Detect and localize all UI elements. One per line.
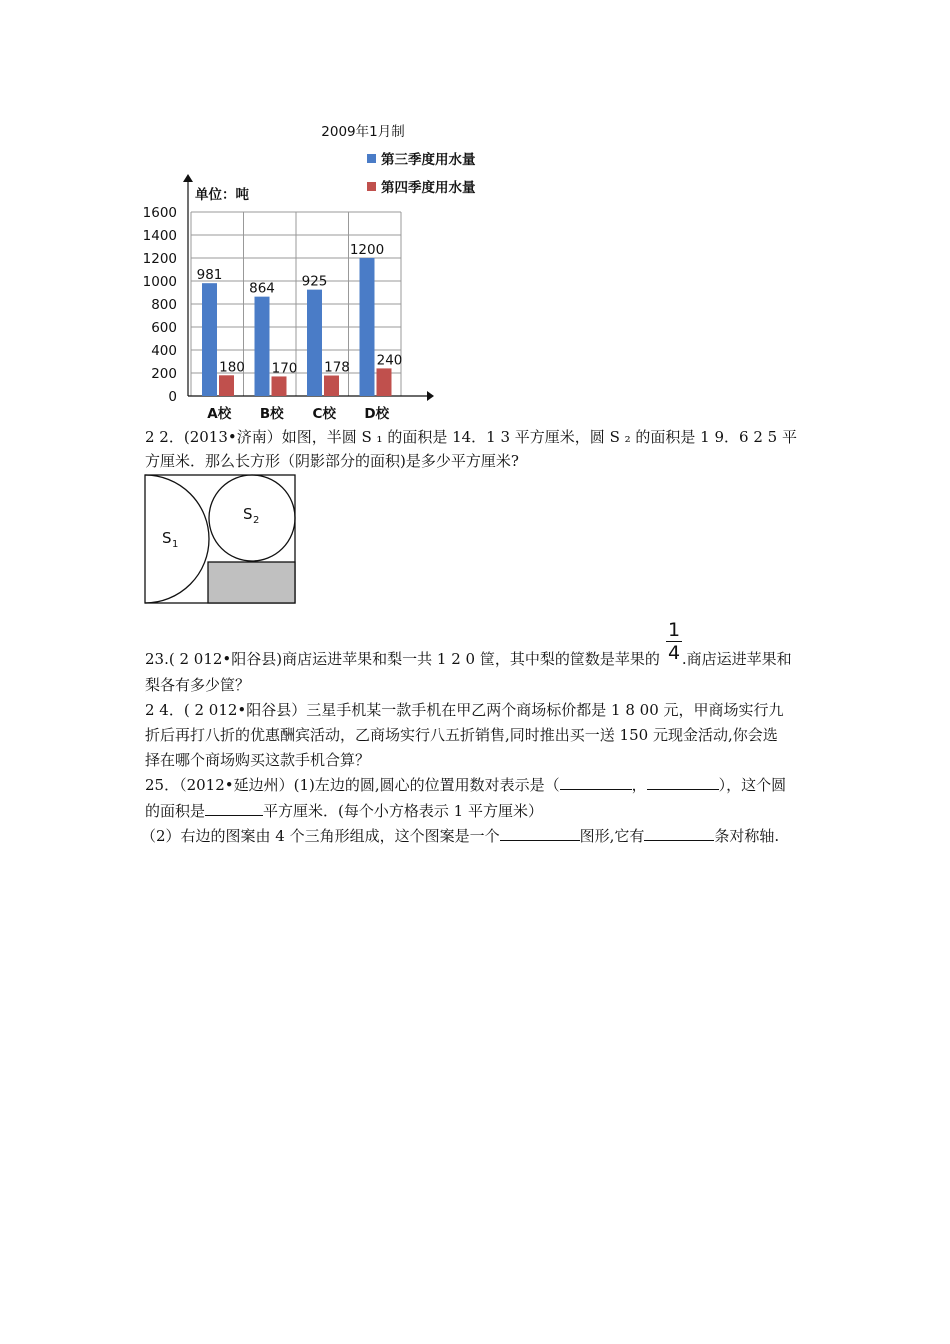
q23-line1-end: .商店运进苹果和 bbox=[681, 650, 792, 668]
bar bbox=[255, 297, 270, 396]
y-axis-arrow bbox=[183, 174, 193, 182]
chart-svg bbox=[135, 118, 505, 430]
y-tick-label: 1000 bbox=[142, 274, 177, 290]
data-label: 1200 bbox=[349, 242, 385, 258]
q25-comma: ， bbox=[631, 776, 647, 794]
bar bbox=[202, 283, 217, 396]
data-label: 925 bbox=[301, 273, 328, 290]
label-s2: S bbox=[243, 505, 253, 523]
q25-line3-start: （2）右边的图案由 4 个三角形组成，这个图案是一个 bbox=[141, 827, 500, 845]
chart-title: 2009年1月制 bbox=[321, 124, 405, 140]
bar bbox=[377, 368, 392, 396]
blank-coord-y[interactable] bbox=[647, 773, 719, 790]
unit-label: 单位：吨 bbox=[195, 187, 249, 203]
x-tick-label: C校 bbox=[312, 406, 336, 422]
blank-coord-x[interactable] bbox=[560, 773, 632, 790]
x-tick-label: D校 bbox=[364, 406, 390, 422]
y-tick-label: 1600 bbox=[142, 205, 177, 221]
legend-label: 第四季度用水量 bbox=[381, 180, 476, 196]
q22-line1: 2 2．(2013•济南）如图，半圆 S ₁ 的面积是 14．1 3 平方厘米，圆 S ₂ 的面积是 1 9．6 2 5 平 bbox=[145, 428, 797, 446]
q23-line2: 梨各有多少筐？ bbox=[145, 676, 251, 694]
legend-swatch bbox=[367, 182, 376, 191]
x-axis-arrow bbox=[427, 391, 434, 401]
x-tick-label: A校 bbox=[207, 406, 232, 422]
y-tick-label: 0 bbox=[168, 389, 177, 405]
y-tick-label: 600 bbox=[151, 320, 177, 336]
data-label: 178 bbox=[324, 359, 350, 376]
legend-label: 第三季度用水量 bbox=[381, 152, 476, 168]
water-usage-chart bbox=[135, 118, 505, 430]
q25-line2 bbox=[145, 799, 543, 822]
q23-line1-start: 23.( 2 012•阳谷县)商店运进苹果和梨一共 1 2 0 筐，其中梨的筐数是苹果的 bbox=[145, 650, 660, 668]
q25-line1-start: 25．（2012•延边州）(1)左边的圆,圆心的位置用数对表示是（ bbox=[145, 776, 560, 794]
bar bbox=[324, 376, 339, 396]
data-label: 240 bbox=[376, 352, 403, 369]
q24-line1: 2 4．( 2 012•阳谷县）三星手机某一款手机在甲乙两个商场标价都是 1 8 00 元，甲商场实行九 bbox=[145, 701, 784, 719]
legend-swatch bbox=[367, 154, 376, 163]
q25-line3-mid: 图形,它有 bbox=[579, 827, 645, 845]
bar bbox=[360, 258, 375, 396]
bar bbox=[272, 376, 287, 396]
x-tick-label: B校 bbox=[259, 406, 284, 422]
bar bbox=[219, 375, 234, 396]
label-s2-sub: 2 bbox=[253, 515, 260, 526]
y-tick-label: 1200 bbox=[142, 251, 177, 267]
data-label: 981 bbox=[196, 267, 223, 284]
y-tick-label: 200 bbox=[151, 366, 177, 382]
q25-line2-end: 平方厘米．(每个小方格表示 1 平方厘米） bbox=[263, 802, 543, 820]
q25-line1-end: ），这个圆 bbox=[718, 776, 787, 794]
q24-line2: 折后再打八折的优惠酬宾活动，乙商场实行八五折销售,同时推出买一送 150 元现金活动,你会选 bbox=[145, 726, 778, 744]
fraction-denominator: 4 bbox=[667, 642, 681, 664]
y-tick-label: 400 bbox=[151, 343, 177, 359]
q23-line1 bbox=[145, 648, 792, 670]
shaded-rectangle bbox=[208, 562, 295, 603]
q25-line2-start: 的面积是 bbox=[145, 802, 206, 820]
q22-line2: 方厘米．那么长方形（阴影部分的面积)是多少平方厘米? bbox=[145, 452, 519, 470]
blank-figure-type[interactable] bbox=[500, 824, 580, 841]
fraction-numerator: 1 bbox=[667, 619, 681, 641]
label-s1: S bbox=[162, 529, 172, 547]
semicircle-circle-figure bbox=[144, 474, 298, 606]
data-label: 180 bbox=[219, 359, 245, 376]
bar bbox=[307, 290, 322, 396]
label-s1-sub: 1 bbox=[172, 539, 179, 550]
y-tick-label: 1400 bbox=[142, 228, 177, 244]
q25-line1 bbox=[145, 773, 786, 796]
blank-circle-area[interactable] bbox=[205, 799, 263, 816]
data-label: 170 bbox=[271, 360, 298, 377]
blank-axis-count[interactable] bbox=[644, 824, 714, 841]
data-label: 864 bbox=[249, 280, 275, 297]
y-tick-label: 800 bbox=[151, 297, 177, 313]
q24-line3: 择在哪个商场购买这款手机合算？ bbox=[145, 751, 371, 769]
q25-line3 bbox=[141, 824, 779, 847]
q25-line3-end: 条对称轴. bbox=[714, 827, 780, 845]
